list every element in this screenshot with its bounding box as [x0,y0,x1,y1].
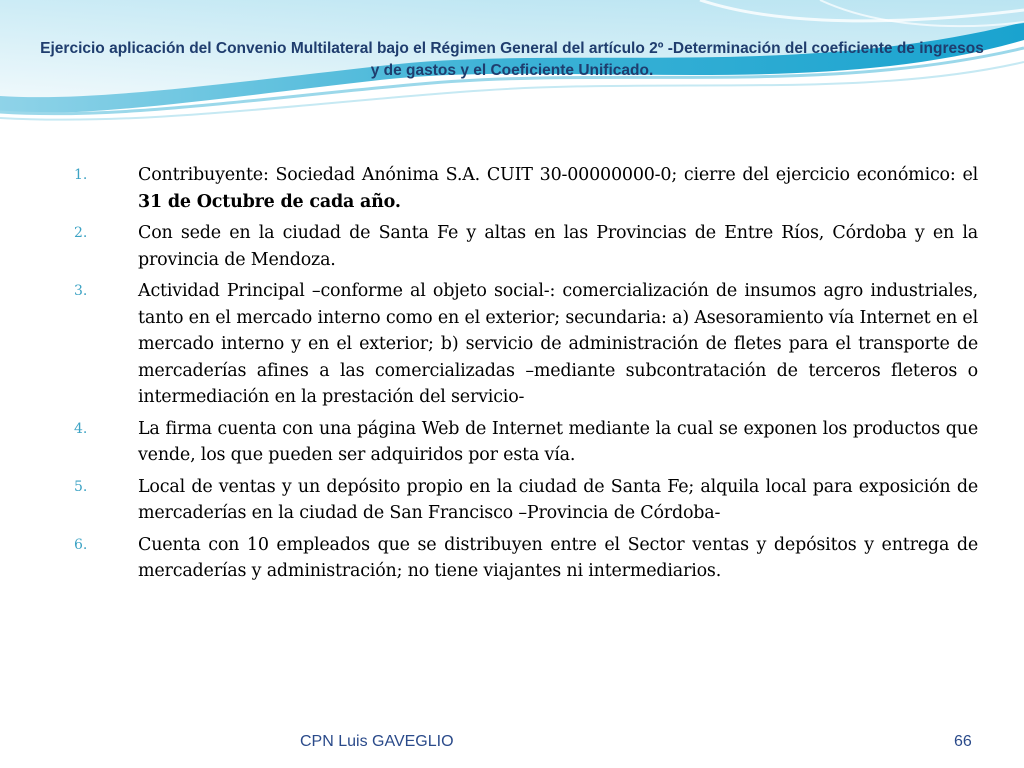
page-number: 66 [954,733,972,750]
list-item-number: 6. [74,536,88,553]
list-item-text: Local de ventas y un depósito propio en la ciudad de Santa Fe; alquila local para exposición de mercaderías en la ciudad de San Francisco –Provincia de Córdoba- [138,476,978,523]
list-item-text: La firma cuenta con una página Web de Internet mediante la cual se exponen los productos que vende, los que pueden ser adquiridos por esta vía. [138,418,978,465]
list-item-number: 4. [74,420,88,437]
content-list [68,162,978,590]
closing-date-bold: 31 de Octubre de cada año. [138,191,401,212]
list-item-number: 1. [74,167,88,183]
list-item [68,162,978,215]
list-item-number: 2. [74,225,88,241]
list-item-text: Actividad Principal –conforme al objeto social-: comercialización de insumos agro industriales, tanto en el mercado interno como en el exterior; secundaria: a) Asesoramiento vía Internet en el mercado interno y en el exterior; b) servicio de administración de fletes para el transporte de mercaderías afines a las comercializadas –mediante subcontratación de terceros fleteros o intermediación en la prestación del servicio- [138,281,978,407]
list-item-number: 3. [74,283,88,299]
footer-author: CPN Luis GAVEGLIO [300,733,454,750]
list-item-text: Con sede en la ciudad de Santa Fe y altas en las Provincias de Entre Ríos, Córdoba y en la provincia de Mendoza. [138,223,978,270]
list-item [68,474,978,527]
list-item-text: Contribuyente: Sociedad Anónima S.A. CUIT 30-00000000-0; cierre del ejercicio económico: el 31 de Octubre de cada año. [138,165,978,212]
list-item [68,278,978,411]
list-item [68,220,978,273]
list-item-text: Cuenta con 10 empleados que se distribuyen entre el Sector ventas y depósitos y entrega de mercaderías y administración; no tiene viajantes ni intermediarios. [138,534,978,581]
list-item [68,416,978,469]
slide-title: Ejercicio aplicación del Convenio Multilateral bajo el Régimen General del artículo 2º -Determinación del coeficiente de ingresos y de gastos y el Coeficiente Unificado. [40,40,984,79]
list-item [68,532,978,585]
list-item-number: 5. [74,478,88,495]
